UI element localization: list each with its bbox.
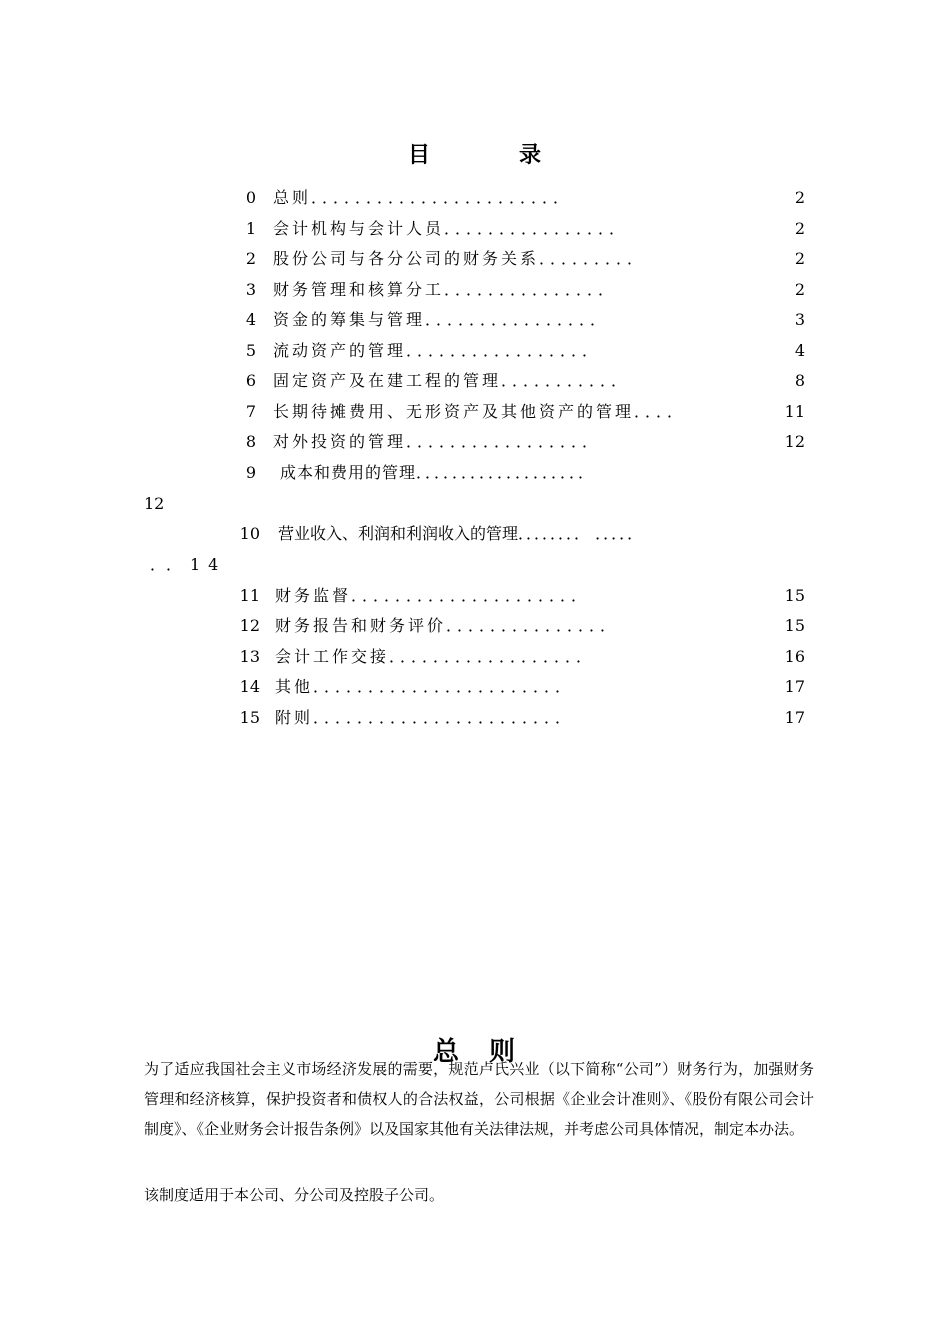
toc-entry-number: 10 [239, 524, 260, 543]
toc-entry-number: 8 [245, 432, 256, 451]
toc-entry-label: 营业收入、利润和利润收入的管理．．．．．．．． ．．．．． [278, 524, 644, 543]
toc-title-char-1: 目 [408, 142, 431, 168]
toc-entry-number: 7 [245, 402, 256, 421]
toc-entry-number: 13 [239, 647, 260, 666]
section-title-char-1: 总 [433, 1037, 460, 1067]
toc-entry-number: 5 [245, 341, 256, 360]
toc-entry[interactable] [0, 247, 950, 271]
toc-entry-page: 17 [784, 677, 805, 696]
toc-entry-number: 1 [245, 219, 256, 238]
toc-entry-number: 4 [245, 310, 256, 329]
toc-entry-number: 9 [245, 463, 256, 482]
toc-entry-number: 0 [245, 188, 256, 207]
toc-entry-page: 2 [794, 249, 805, 268]
toc-entry-number: 6 [245, 371, 256, 390]
toc-entry-label: 资金的筹集与管理．．．．．．．．．．．．．．．． [273, 310, 610, 329]
toc-entry-number: 15 [239, 708, 260, 727]
toc-entry-label: 流动资产的管理．．．．．．．．．．．．．．．．． [273, 341, 602, 360]
toc-entry-label: 其他．．．．．．．．．．．．．．．．．．．．．．． [275, 677, 575, 696]
toc-entry-label: 财务监督．．．．．．．．．．．．．．．．．．．．． [275, 586, 591, 605]
toc-entry-page: 17 [784, 708, 805, 727]
toc-entry-page-wrapped: 12 [144, 494, 165, 513]
toc-entry-page: 2 [794, 280, 805, 299]
toc-entry-page: 2 [794, 219, 805, 238]
section-title-char-2: 则 [489, 1037, 516, 1067]
toc-entry-page: 15 [784, 586, 805, 605]
toc-entry[interactable] [0, 675, 950, 699]
toc-entry-label: 财务管理和核算分工．．．．．．．．．．．．．．． [273, 280, 618, 299]
toc-entry[interactable] [0, 645, 950, 669]
toc-entry-label: 成本和费用的管理．．．．．．．．．．．．．．．．．．． [280, 463, 596, 482]
toc-entry[interactable] [0, 369, 950, 393]
toc-entry-page: 8 [794, 371, 805, 390]
toc-entry[interactable] [0, 308, 950, 332]
toc-entry-label: 附则．．．．．．．．．．．．．．．．．．．．．．． [275, 708, 575, 727]
toc-entry[interactable] [0, 217, 950, 241]
toc-entry-page: 4 [794, 341, 805, 360]
toc-entry-page: 15 [784, 616, 805, 635]
toc-entry-page-wrapped: ．．14 [150, 555, 227, 574]
toc-entry[interactable] [0, 706, 950, 730]
toc-entry-number: 3 [245, 280, 256, 299]
toc-title [0, 138, 950, 172]
toc-entry-number: 12 [239, 616, 260, 635]
section-paragraph: 该制度适用于本公司、分公司及控股子公司。 [144, 1186, 445, 1204]
toc-title-char-2: 录 [519, 142, 542, 168]
toc-entry-label: 固定资产及在建工程的管理．．．．．．．．．．． [273, 371, 631, 390]
toc-entry[interactable] [0, 278, 950, 302]
toc-entry-label: 财务报告和财务评价．．．．．．．．．．．．．．． [275, 616, 620, 635]
toc-entry[interactable] [0, 186, 950, 210]
toc-entry[interactable] [0, 339, 950, 363]
toc-entry[interactable] [0, 400, 950, 424]
toc-entry[interactable] [0, 522, 950, 546]
toc-entry-page: 11 [784, 402, 805, 421]
toc-entry-page: 16 [784, 647, 805, 666]
toc-entry[interactable] [0, 614, 950, 638]
toc-entry-page: 3 [794, 310, 805, 329]
section-paragraph: 为了适应我国社会主义市场经济发展的需要，规范卢氏兴业（以下简称“公司”）财务行为，加强财务管理和经济核算，保护投资者和债权人的合法权益，公司根据《企业会计准则》、《股份有限公司会计制度》、《企业财务会计报告条例》以及国家其他有关法律法规，并考虑公司具体情况，制定本办法。 [144, 1060, 814, 1138]
toc-entry-label: 长期待摊费用、无形资产及其他资产的管理．．．． [273, 402, 687, 421]
toc-entry-label: 会计机构与会计人员．．．．．．．．．．．．．．．． [273, 219, 629, 238]
toc-entry-label: 股份公司与各分公司的财务关系．．．．．．．．． [273, 249, 647, 268]
toc-entry-page: 2 [794, 188, 805, 207]
toc-entry-number: 14 [239, 677, 260, 696]
toc-entry-label: 对外投资的管理．．．．．．．．．．．．．．．．． [273, 432, 602, 451]
toc-entry-page: 12 [784, 432, 805, 451]
toc-entry-label: 会计工作交接．．．．．．．．．．．．．．．．．． [275, 647, 596, 666]
toc-entry[interactable] [0, 430, 950, 454]
toc-entry[interactable] [0, 584, 950, 608]
toc-entry-label: 总则．．．．．．．．．．．．．．．．．．．．．．． [273, 188, 573, 207]
toc-entry[interactable] [0, 461, 950, 485]
toc-entry-number: 11 [239, 586, 260, 605]
toc-entry-number: 2 [245, 249, 256, 268]
